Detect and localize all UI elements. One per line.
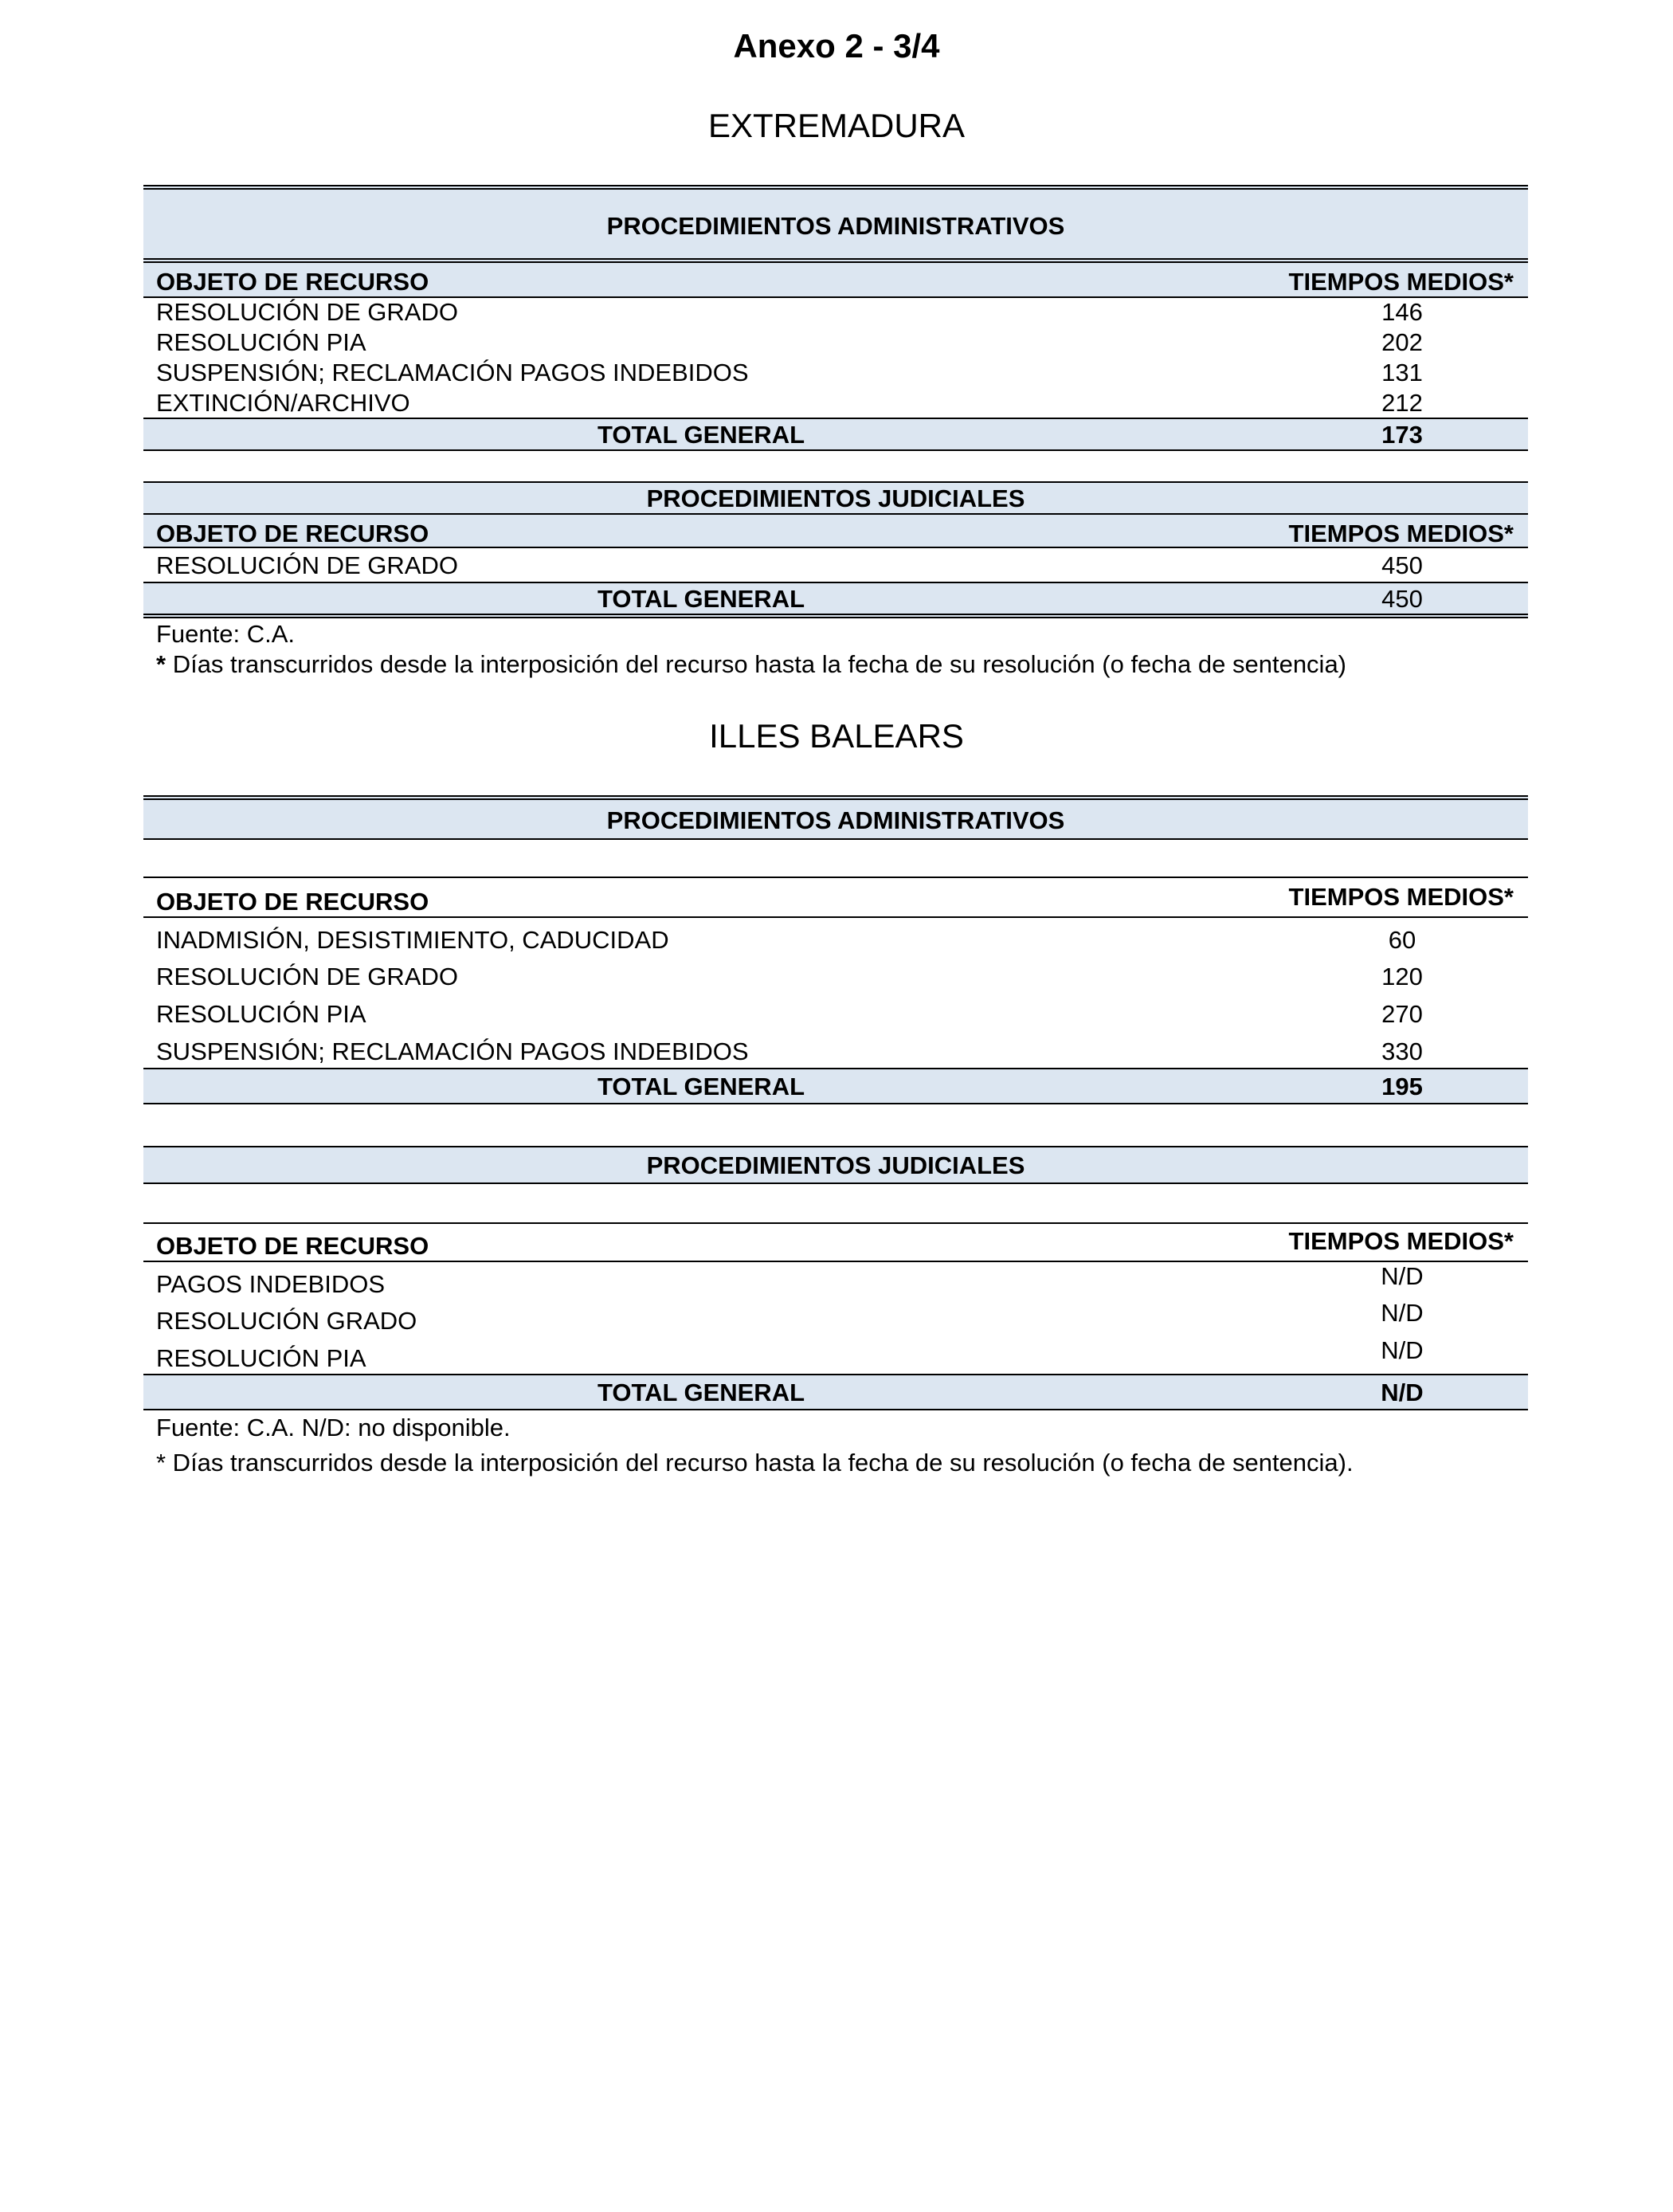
admin-table-title: PROCEDIMIENTOS ADMINISTRATIVOS: [606, 212, 1065, 240]
col-header-object: OBJETO DE RECURSO: [156, 1232, 429, 1260]
footnote: [156, 650, 1346, 679]
col-header-time: TIEMPOS MEDIOS*: [1288, 883, 1514, 911]
footnote: * Días transcurridos desde la interposición del recurso hasta la fecha de su resolución (o fecha de sentencia).: [156, 1449, 1354, 1477]
table-row-value: 270: [1381, 1000, 1423, 1028]
source-note: Fuente: C.A. N/D: no disponible.: [156, 1414, 511, 1441]
table-row-label: RESOLUCIÓN GRADO: [156, 1307, 417, 1335]
table-row-value: 212: [1381, 389, 1423, 417]
table-row-value: 120: [1381, 963, 1423, 990]
total-value: 195: [1381, 1073, 1423, 1100]
col-header-object: OBJETO DE RECURSO: [156, 520, 429, 547]
col-header-time: TIEMPOS MEDIOS*: [1288, 1227, 1514, 1255]
table-row-label: RESOLUCIÓN PIA: [156, 1000, 366, 1028]
header-top-rule: [143, 877, 1528, 878]
total-label: TOTAL GENERAL: [597, 585, 805, 613]
col-header-time: TIEMPOS MEDIOS*: [1288, 268, 1514, 296]
total-value: 450: [1381, 585, 1423, 613]
header-bottom-rule: [143, 1261, 1528, 1262]
header-bottom-rule: [143, 916, 1528, 918]
source-note: Fuente: C.A.: [156, 620, 296, 648]
region-title-extremadura: EXTREMADURA: [707, 107, 966, 144]
table-row-label: SUSPENSIÓN; RECLAMACIÓN PAGOS INDEBIDOS: [156, 359, 749, 386]
admin-table-title: PROCEDIMIENTOS ADMINISTRATIVOS: [606, 806, 1065, 834]
header-top-rule: [143, 1222, 1528, 1224]
total-label: TOTAL GENERAL: [597, 1073, 805, 1100]
footnote-asterisk: *: [156, 650, 167, 678]
region-title-illes-balears: ILLES BALEARS: [709, 717, 964, 755]
table-row-label: INADMISIÓN, DESISTIMIENTO, CADUCIDAD: [156, 926, 669, 954]
admin-title-band: [143, 185, 1528, 263]
table-row-value: 60: [1388, 926, 1416, 954]
table-row-value: N/D: [1381, 1262, 1424, 1290]
table-row-label: SUSPENSIÓN; RECLAMACIÓN PAGOS INDEBIDOS: [156, 1037, 749, 1065]
col-header-time: TIEMPOS MEDIOS*: [1288, 520, 1514, 547]
col-header-object: OBJETO DE RECURSO: [156, 888, 429, 916]
table-row-label: EXTINCIÓN/ARCHIVO: [156, 389, 410, 417]
judicial-table-title: PROCEDIMIENTOS JUDICIALES: [646, 1151, 1025, 1179]
table-row-value: 202: [1381, 328, 1423, 356]
table-row-label: RESOLUCIÓN PIA: [156, 328, 366, 356]
total-value: N/D: [1381, 1379, 1424, 1406]
table-row-value: 330: [1381, 1037, 1423, 1065]
judicial-table-title: PROCEDIMIENTOS JUDICIALES: [646, 484, 1025, 512]
total-value: 173: [1381, 421, 1423, 449]
total-label: TOTAL GENERAL: [597, 1379, 805, 1406]
judicial-title-band: [143, 1146, 1528, 1184]
table-row-value: 146: [1381, 298, 1423, 326]
table-row-value: N/D: [1381, 1336, 1424, 1364]
table-row-label: RESOLUCIÓN DE GRADO: [156, 551, 458, 579]
table-row-value: 450: [1381, 551, 1423, 579]
admin-title-band: [143, 795, 1528, 840]
page-title: Anexo 2 - 3/4: [733, 27, 940, 65]
table-row-value: 131: [1381, 359, 1423, 386]
footnote-text: Días transcurridos desde la interposición del recurso hasta la fecha de su resolución (o fecha de sentencia): [166, 650, 1347, 678]
table-row-label: RESOLUCIÓN DE GRADO: [156, 963, 458, 990]
table-row-label: RESOLUCIÓN DE GRADO: [156, 298, 458, 326]
col-header-object: OBJETO DE RECURSO: [156, 268, 429, 296]
table-row-value: N/D: [1381, 1299, 1424, 1327]
table-row-label: RESOLUCIÓN PIA: [156, 1344, 366, 1372]
total-label: TOTAL GENERAL: [597, 421, 805, 449]
judicial-title-band: [143, 481, 1528, 515]
table-row-label: PAGOS INDEBIDOS: [156, 1270, 386, 1298]
